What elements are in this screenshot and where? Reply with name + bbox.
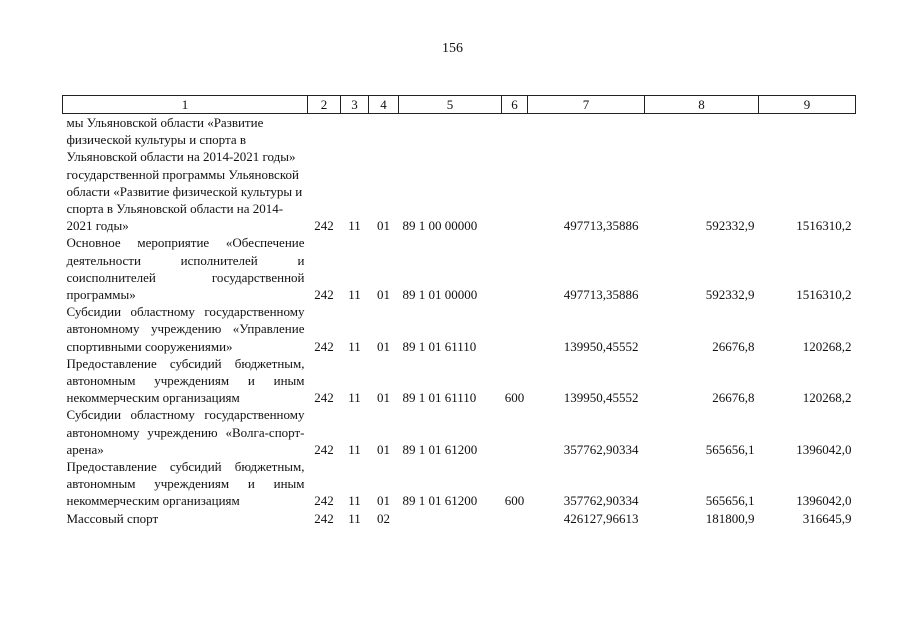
cell-c8: 181800,9	[705, 510, 755, 526]
cell-c2: 242	[314, 287, 334, 303]
table-header	[63, 96, 856, 114]
table-row	[63, 114, 856, 235]
row-name: Предоставление субсидий бюджетным, автономным учреждениям и иным некоммерческим организациям	[66, 459, 305, 509]
cell-c3: 11	[348, 390, 361, 406]
cell-c2: 242	[314, 338, 334, 354]
header-col-1: 1	[63, 96, 308, 114]
cell-c9: 1396042,0	[796, 441, 852, 457]
cell-c8: 592332,9	[705, 218, 755, 234]
cell-c4: 02	[377, 510, 390, 526]
cell-c9: 120268,2	[802, 390, 852, 406]
cell-c2: 242	[314, 510, 334, 526]
cell-c2: 242	[314, 390, 334, 406]
cell-c4: 01	[377, 218, 390, 234]
table-row	[63, 234, 856, 303]
cell-c4: 01	[377, 493, 390, 509]
cell-c7: 497713,35886	[563, 287, 639, 303]
row-name: Массовый спорт	[66, 510, 159, 526]
cell-c5: 89 1 01 61110	[402, 390, 477, 406]
cell-c9: 316645,9	[802, 510, 852, 526]
table-row	[63, 458, 856, 510]
cell-c3: 11	[348, 218, 361, 234]
cell-c6	[502, 114, 528, 235]
cell-c7: 357762,90334	[563, 441, 639, 457]
cell-c2: 242	[314, 441, 334, 457]
cell-c2: 242	[314, 493, 334, 509]
cell-c4: 01	[377, 287, 390, 303]
cell-c7: 139950,45552	[563, 390, 639, 406]
cell-c8: 26676,8	[712, 390, 755, 406]
header-col-4: 4	[369, 96, 399, 114]
row-name: Субсидии областному государственному автономному учреждению «Управление спортивными сооружениями»	[66, 304, 305, 354]
table-row	[63, 406, 856, 458]
header-col-2: 2	[308, 96, 341, 114]
table-row	[63, 510, 856, 527]
cell-c8: 565656,1	[705, 441, 755, 457]
cell-c5	[399, 510, 502, 527]
cell-c8: 592332,9	[705, 287, 755, 303]
cell-c6	[502, 510, 528, 527]
cell-c9: 120268,2	[802, 338, 852, 354]
cell-c3: 11	[348, 493, 361, 509]
header-col-6: 6	[502, 96, 528, 114]
cell-c6	[502, 406, 528, 458]
cell-c3: 11	[348, 287, 361, 303]
header-col-7: 7	[528, 96, 645, 114]
table-row	[63, 355, 856, 407]
cell-c4: 01	[377, 441, 390, 457]
row-name: Основное мероприятие «Обеспечение деятельности исполнителей и соисполнителей государственной программы»	[66, 235, 305, 303]
header-col-9: 9	[759, 96, 856, 114]
cell-c2: 242	[314, 218, 334, 234]
row-name: мы Ульяновской области «Развитие физической культуры и спорта в Ульяновской области на 2014-2021 годы» государственной программы Ульяновской области «Развитие физической культуры и спорта в Ульяновской области на 2014-2021 годы»	[66, 115, 303, 234]
table-row	[63, 303, 856, 355]
cell-c8: 565656,1	[705, 493, 755, 509]
cell-c6	[502, 234, 528, 303]
cell-c7: 426127,96613	[563, 510, 639, 526]
cell-c3: 11	[348, 510, 361, 526]
cell-c7: 497713,35886	[563, 218, 639, 234]
header-row	[63, 96, 856, 114]
row-name: Предоставление субсидий бюджетным, автономным учреждениям и иным некоммерческим организациям	[66, 355, 305, 406]
cell-c7: 357762,90334	[563, 493, 639, 509]
budget-table	[62, 95, 856, 527]
cell-c9: 1516310,2	[796, 218, 852, 234]
cell-c5: 89 1 01 00000	[402, 287, 478, 303]
cell-c6: 600	[504, 493, 525, 509]
header-col-3: 3	[341, 96, 369, 114]
cell-c3: 11	[348, 441, 361, 457]
cell-c9: 1516310,2	[796, 287, 852, 303]
cell-c8: 26676,8	[712, 338, 755, 354]
cell-c5: 89 1 01 61200	[402, 493, 478, 509]
cell-c6	[502, 303, 528, 355]
cell-c5: 89 1 01 61110	[402, 338, 477, 354]
cell-c9: 1396042,0	[796, 493, 852, 509]
header-col-5: 5	[399, 96, 502, 114]
cell-c6: 600	[504, 390, 525, 406]
cell-c5: 89 1 00 00000	[402, 218, 478, 234]
cell-c3: 11	[348, 338, 361, 354]
page-number: 156	[442, 41, 463, 56]
cell-c5: 89 1 01 61200	[402, 441, 478, 457]
cell-c4: 01	[377, 338, 390, 354]
header-col-8: 8	[645, 96, 759, 114]
table-body	[63, 114, 856, 527]
row-name: Субсидии областному государственному автономному учреждению «Волга-спорт-арена»	[66, 407, 305, 457]
cell-c4: 01	[377, 390, 390, 406]
cell-c7: 139950,45552	[563, 338, 639, 354]
